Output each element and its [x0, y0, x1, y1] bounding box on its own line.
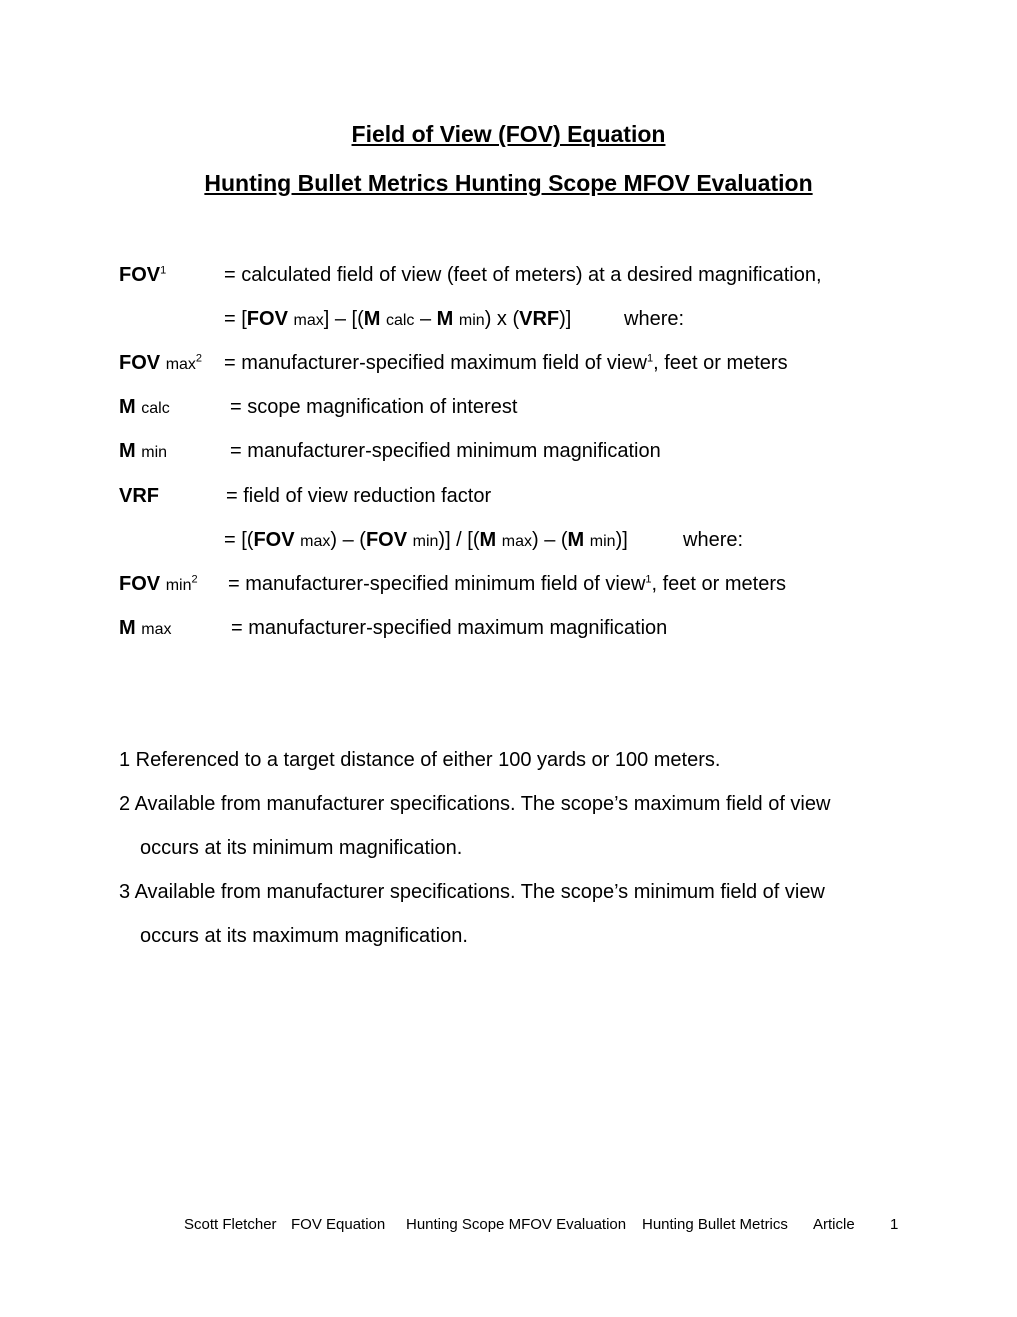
footer-site: Hunting Bullet Metrics	[642, 1216, 788, 1233]
term-vrf: VRF	[119, 485, 159, 507]
footer-subject: Hunting Scope MFOV Evaluation	[406, 1216, 627, 1233]
page-title: Field of View (FOV) Equation	[351, 121, 666, 147]
def-fov-max: = manufacturer-specified maximum field of view$^1$, feet or meters	[224, 352, 788, 374]
def-fov: = calculated field of view (feet of meters) at a desired magnification,	[224, 264, 822, 286]
term-m-max: M max	[119, 617, 172, 639]
where-2: where:	[683, 529, 744, 551]
def-m-min: = manufacturer-specified minimum magnification	[230, 440, 661, 462]
def-m-calc: = scope magnification of interest	[230, 396, 518, 418]
footnote-3-cont: occurs at its maximum magnification.	[140, 925, 468, 947]
term-fov-min: FOV $\min^2$	[119, 573, 198, 595]
term-fov: FOV$^1$	[119, 264, 167, 286]
def-vrf: = field of view reduction factor	[226, 485, 492, 507]
def-m-max: = manufacturer-specified maximum magnification	[231, 617, 668, 639]
formula-fov: = [FOV max] – [(M calc – M min) x (VRF)]	[224, 308, 572, 330]
page-number: 1	[890, 1216, 899, 1233]
footnote-2: 2 Available from manufacturer specifications. The scope’s maximum field of view	[119, 793, 831, 815]
footer-type: Article	[813, 1216, 855, 1233]
footer-topic: FOV Equation	[291, 1216, 386, 1233]
term-fov-max: FOV $\max^2$	[119, 352, 203, 374]
where-1: where:	[624, 308, 685, 330]
footnote-1: 1 Referenced to a target distance of either 100 yards or 100 meters.	[119, 749, 721, 771]
footnote-2-cont: occurs at its minimum magnification.	[140, 837, 463, 859]
term-m-min: M min	[119, 440, 168, 462]
term-m-calc: M calc	[119, 396, 170, 418]
page-subtitle: Hunting Bullet Metrics Hunting Scope MFOV Evaluation	[204, 170, 813, 196]
footer-author: Scott Fletcher	[184, 1216, 277, 1233]
formula-vrf: = [(FOV max) – (FOV min)] / [(M max) – (M min)]	[224, 529, 628, 551]
def-fov-min: = manufacturer-specified minimum field of view$^1$, feet or meters	[228, 573, 787, 595]
footnote-3: 3 Available from manufacturer specifications. The scope’s minimum field of view	[119, 881, 825, 903]
